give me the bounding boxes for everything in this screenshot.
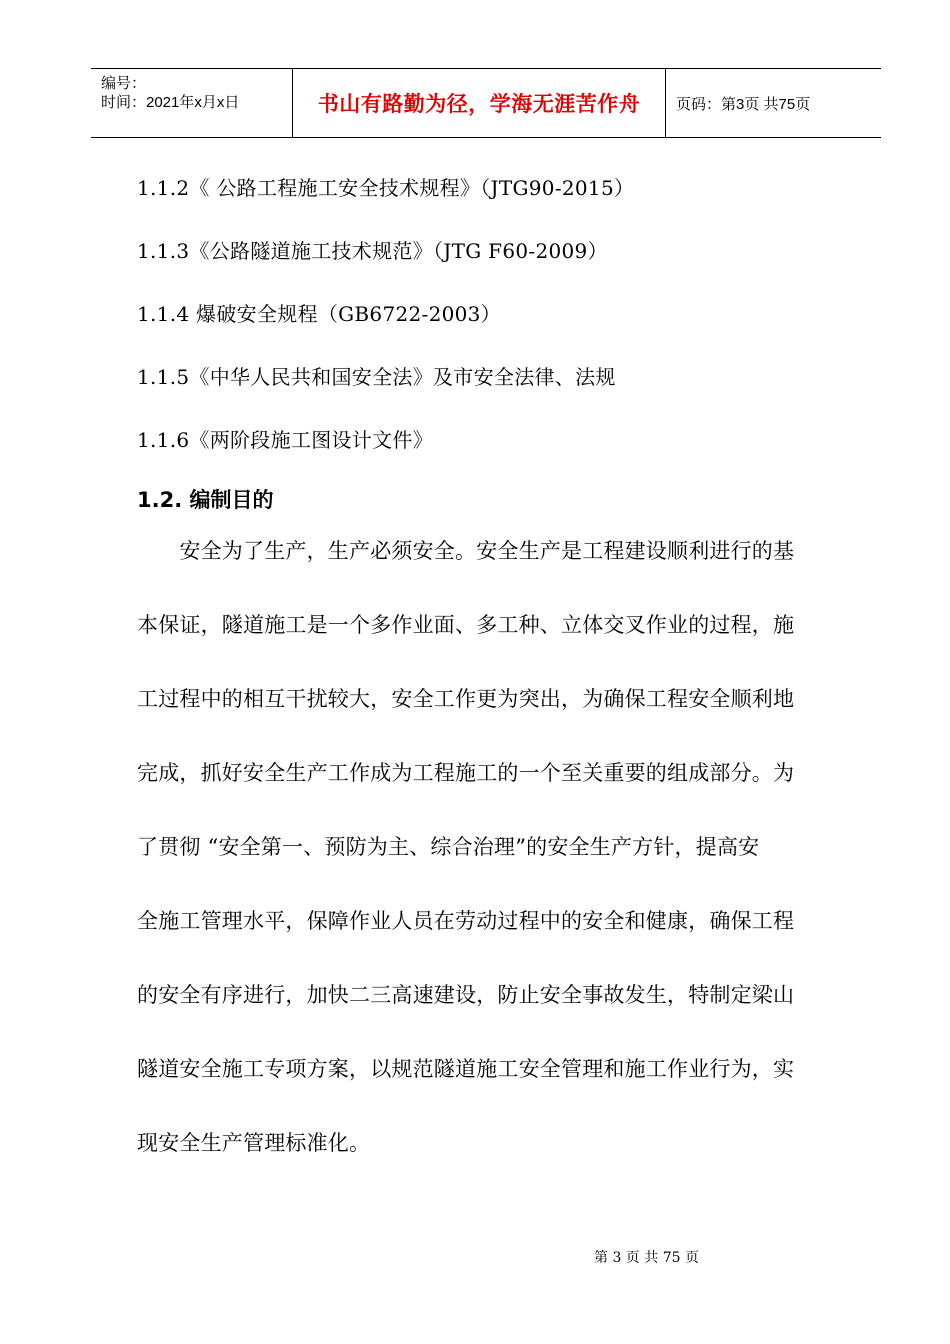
header-page-number: 页码：第3页 共75页 [676, 95, 811, 113]
reference-item: 1.1.2《 公路工程施工安全技术规程》（JTG90-2015） [137, 176, 635, 200]
paragraph-line: 的安全有序进行，加快二三高速建设，防止安全事故发生，特制定梁山 [137, 983, 795, 1007]
paragraph-line: 本保证，隧道施工是一个多作业面、多工种、立体交叉作业的过程，施 [137, 613, 795, 637]
paragraph-line: 了贯彻 “安全第一、预防为主、综合治理”的安全生产方针，提高安 [137, 835, 760, 859]
paragraph-line: 隧道安全施工专项方案，以规范隧道施工安全管理和施工作业行为，实 [137, 1057, 795, 1081]
reference-item: 1.1.5《中华人民共和国安全法》及市安全法律、法规 [137, 365, 616, 389]
header-motto: 书山有路勤为径，学海无涯苦作舟 [317, 92, 641, 116]
header-number: 编号： [101, 75, 147, 92]
header-motto-cell [293, 69, 666, 137]
reference-item: 1.1.6《两阶段施工图设计文件》 [137, 428, 433, 452]
page-footer: 第 3 页 共 75 页 [594, 1250, 699, 1266]
paragraph-line: 安全为了生产，生产必须安全。安全生产是工程建设顺利进行的基 [137, 539, 795, 563]
paragraph-line: 现安全生产管理标准化。 [137, 1131, 371, 1155]
header-time: 时间：2021年x月x日 [101, 94, 240, 111]
header-meta-cell [91, 69, 293, 137]
reference-item: 1.1.4 爆破安全规程（GB6722-2003） [137, 302, 501, 326]
paragraph-line: 全施工管理水平，保障作业人员在劳动过程中的安全和健康，确保工程 [137, 909, 795, 933]
paragraph-line: 工过程中的相互干扰较大，安全工作更为突出，为确保工程安全顺利地 [137, 687, 795, 711]
header-page-cell [666, 69, 881, 137]
document-header [91, 68, 881, 138]
paragraph-line: 完成，抓好安全生产工作成为工程施工的一个至关重要的组成部分。为 [137, 761, 795, 785]
reference-item: 1.1.3《公路隧道施工技术规范》（JTG F60-2009） [137, 239, 608, 263]
section-heading: 1.2. 编制目的 [137, 488, 274, 512]
